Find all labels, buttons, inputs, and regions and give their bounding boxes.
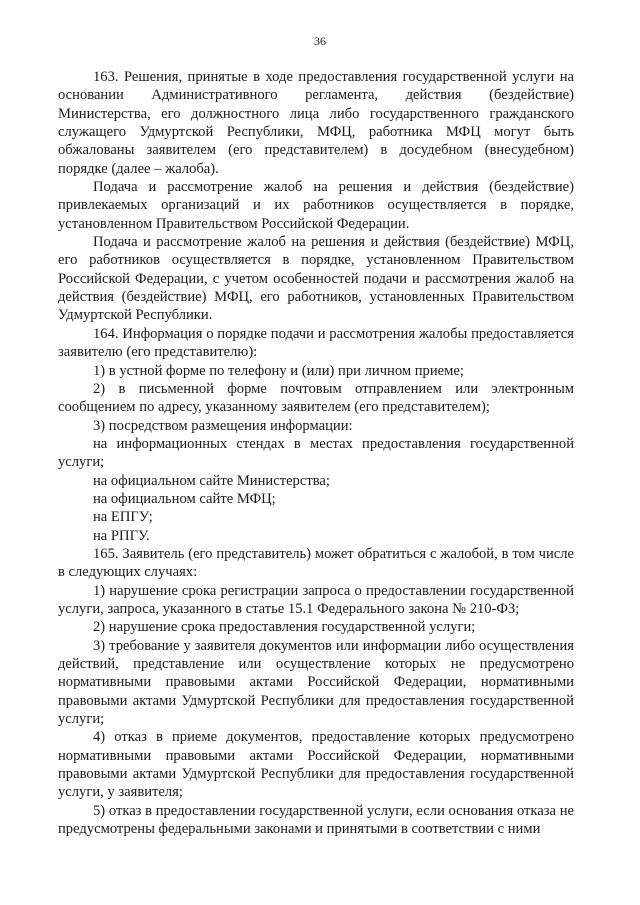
case-item-4: 4) отказ в приеме документов, предоставление которых предусмотрено нормативными правовыми актами Российской Федерации, нормативными правовыми актами Удмуртской Республики для предоставления государственной услуги, у заявителя; [58, 729, 574, 801]
list-item-written: 2) в письменной форме почтовым отправлением или электронным сообщением по адресу, указанному заявителем (его представителем); [58, 380, 574, 416]
paragraph-complaints-organizations: Подача и рассмотрение жалоб на решения и действия (бездействие) привлекаемых организаций и их работников осуществляется в порядке, установленном Правительством Российской Федерации. [58, 179, 574, 232]
paragraph-complaints-mfc: Подача и рассмотрение жалоб на решения и действия (бездействие) МФЦ, его работников осуществляется в порядке, установленном Правительством Российской Федерации, с учетом особенностей подачи и рассмотрения жалоб на действия (бездействие) МФЦ, его работников, установленных Правительством Удмуртской Республики. [58, 234, 574, 324]
case-item-2: 2) нарушение срока предоставления государственной услуги; [93, 619, 476, 636]
case-item-1: 1) нарушение срока регистрации запроса о предоставлении государственной услуги, запроса, указанного в статье 15.1 Федерального закона № 210-ФЗ; [58, 582, 574, 617]
paragraph-165: 165. Заявитель (его представитель) может обратиться с жалобой, в том числе в следующих случаях: [58, 545, 574, 581]
list-item-publication: 3) посредством размещения информации: [93, 417, 353, 434]
paragraph-164: 164. Информация о порядке подачи и рассмотрения жалобы предоставляется заявителю (его представителю): [58, 325, 574, 361]
list-item-oral: 1) в устной форме по телефону и (или) при личном приеме; [93, 362, 464, 379]
case-item-5: 5) отказ в предоставлении государственной услуги, если основания отказа не предусмотрены федеральными законами и принятыми в соответствии с ними [58, 802, 574, 838]
list-item-info-stands: на информационных стендах в местах предоставления государственной услуги; [58, 435, 574, 471]
list-item-mfc-site: на официальном сайте МФЦ; [93, 490, 276, 507]
case-item-3: 3) требование у заявителя документов или информации либо осуществления действий, представление или осуществление которых не предусмотрено нормативными правовыми актами Российской Федерации, нормативными правовыми актами Удмуртской Республики для предоставления государственной услуги; [58, 637, 574, 728]
list-item-epgu: на ЕПГУ; [93, 509, 153, 526]
document-body [58, 68, 574, 838]
list-item-rpgu: на РПГУ. [93, 527, 150, 544]
page-number: 36 [314, 34, 326, 48]
list-item-ministry-site: на официальном сайте Министерства; [93, 472, 330, 489]
paragraph-163: 163. Решения, принятые в ходе предоставления государственной услуги на основании Административного регламента, действия (бездействие) Министерства, его должностного лица либо государственного гражданского служащего Удмуртской Республики, МФЦ, работника МФЦ могут быть обжалованы заявителем (его представителем) в досудебном (внесудебном) порядке (далее – жалоба). [58, 69, 574, 177]
